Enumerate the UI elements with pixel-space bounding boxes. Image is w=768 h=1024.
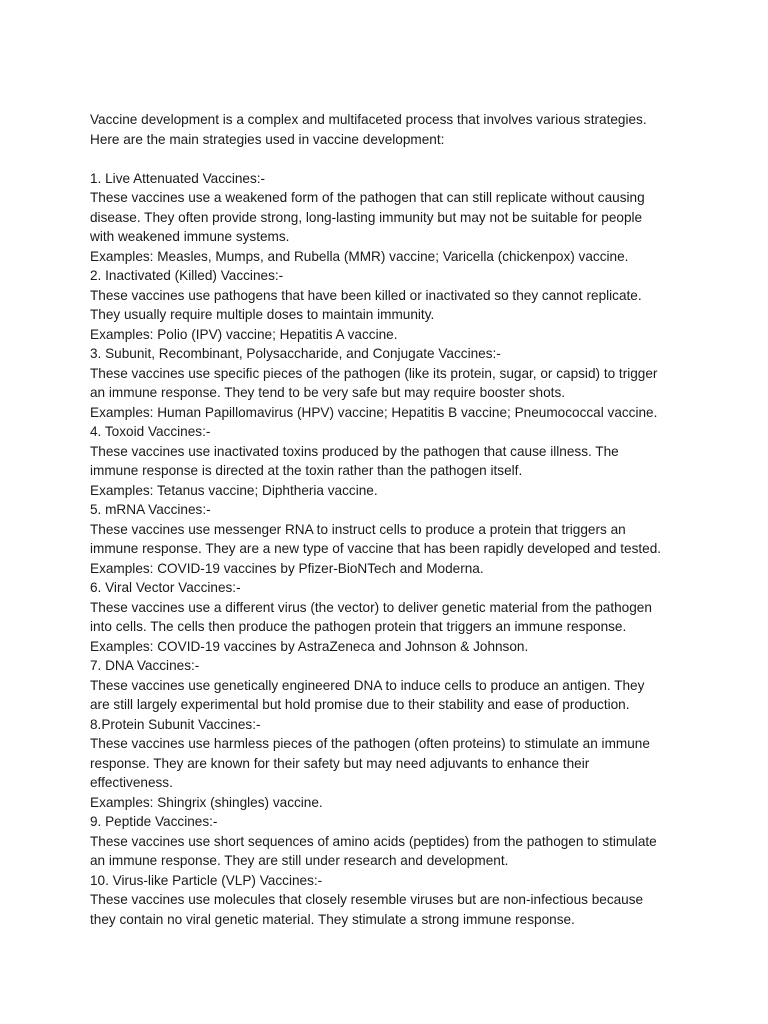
section-heading-viral-vector: 6. Viral Vector Vaccines:- bbox=[90, 580, 241, 595]
examples-line: Examples: Polio (IPV) vaccine; Hepatitis A vaccine. bbox=[90, 326, 398, 342]
body-line: These vaccines use inactivated toxins produced by the pathogen that cause illness. The bbox=[90, 443, 619, 459]
section-heading-peptide: 9. Peptide Vaccines:- bbox=[90, 814, 218, 829]
section-heading-live-attenuated: 1. Live Attenuated Vaccines:- bbox=[90, 170, 266, 186]
body-line: These vaccines use messenger RNA to instruct cells to produce a protein that triggers an bbox=[90, 521, 626, 537]
intro-line: Here are the main strategies used in vaccine development: bbox=[90, 131, 445, 147]
body-line: These vaccines use specific pieces of the pathogen (like its protein, sugar, or capsid) to trigger bbox=[90, 365, 658, 381]
body-line: an immune response. They are still under research and development. bbox=[90, 853, 509, 868]
examples-line: Examples: Shingrix (shingles) vaccine. bbox=[90, 794, 323, 810]
section-heading-inactivated: 2. Inactivated (Killed) Vaccines:- bbox=[90, 268, 284, 283]
body-line: into cells. The cells then produce the pathogen protein that triggers an immune response. bbox=[90, 619, 627, 634]
body-line: These vaccines use short sequences of amino acids (peptides) from the pathogen to stimulate bbox=[90, 833, 657, 849]
intro-paragraph bbox=[90, 110, 690, 149]
body-line: an immune response. They tend to be very safe but may require booster shots. bbox=[90, 385, 566, 400]
section-heading-subunit: 3. Subunit, Recombinant, Polysaccharide, and Conjugate Vaccines:- bbox=[90, 346, 501, 361]
body-line: response. They are known for their safety but may need adjuvants to enhance their bbox=[90, 755, 590, 771]
intro-line: Vaccine development is a complex and multifaceted process that involves various strategies. bbox=[90, 112, 647, 127]
body-line: These vaccines use a different virus (the vector) to deliver genetic material from the pathogen bbox=[90, 599, 652, 615]
examples-line: Examples: Tetanus vaccine; Diphtheria vaccine. bbox=[90, 482, 378, 498]
blank-line bbox=[90, 149, 690, 169]
body-line: These vaccines use molecules that closely resemble viruses but are non-infectious because bbox=[90, 892, 644, 907]
body-line: immune response is directed at the toxin rather than the pathogen itself. bbox=[90, 463, 523, 478]
body-line: disease. They often provide strong, long-lasting immunity but may not be suitable for people bbox=[90, 209, 643, 225]
section-heading-protein-subunit: 8.Protein Subunit Vaccines:- bbox=[90, 716, 261, 732]
section-heading-vlp: 10. Virus-like Particle (VLP) Vaccines:- bbox=[90, 872, 323, 888]
body-line: they contain no viral genetic material. They stimulate a strong immune response. bbox=[90, 911, 575, 927]
document-body bbox=[90, 169, 690, 930]
section-heading-mrna: 5. mRNA Vaccines:- bbox=[90, 502, 211, 517]
body-line: immune response. They are a new type of vaccine that has been rapidly developed and tested. bbox=[90, 541, 662, 556]
section-heading-dna: 7. DNA Vaccines:- bbox=[90, 658, 200, 673]
section-heading-toxoid: 4. Toxoid Vaccines:- bbox=[90, 424, 211, 439]
body-line: with weakened immune systems. bbox=[90, 229, 290, 244]
body-line: They usually require multiple doses to maintain immunity. bbox=[90, 307, 435, 322]
body-line: These vaccines use pathogens that have been killed or inactivated so they cannot replicate. bbox=[90, 287, 642, 303]
body-line: These vaccines use genetically engineered DNA to induce cells to produce an antigen. They bbox=[90, 677, 645, 693]
examples-line: Examples: Measles, Mumps, and Rubella (MMR) vaccine; Varicella (chickenpox) vaccine. bbox=[90, 248, 629, 264]
body-line: These vaccines use harmless pieces of the pathogen (often proteins) to stimulate an immune bbox=[90, 736, 650, 751]
body-line: These vaccines use a weakened form of the pathogen that can still replicate without causing bbox=[90, 190, 645, 205]
body-line: are still largely experimental but hold promise due to their stability and ease of production. bbox=[90, 697, 630, 712]
examples-line: Examples: Human Papillomavirus (HPV) vaccine; Hepatitis B vaccine; Pneumococcal vaccine. bbox=[90, 404, 658, 420]
examples-line: Examples: COVID-19 vaccines by AstraZeneca and Johnson & Johnson. bbox=[90, 638, 529, 654]
examples-line: Examples: COVID-19 vaccines by Pfizer-BioNTech and Moderna. bbox=[90, 560, 484, 576]
body-line: effectiveness. bbox=[90, 775, 173, 790]
document-page bbox=[90, 110, 690, 929]
